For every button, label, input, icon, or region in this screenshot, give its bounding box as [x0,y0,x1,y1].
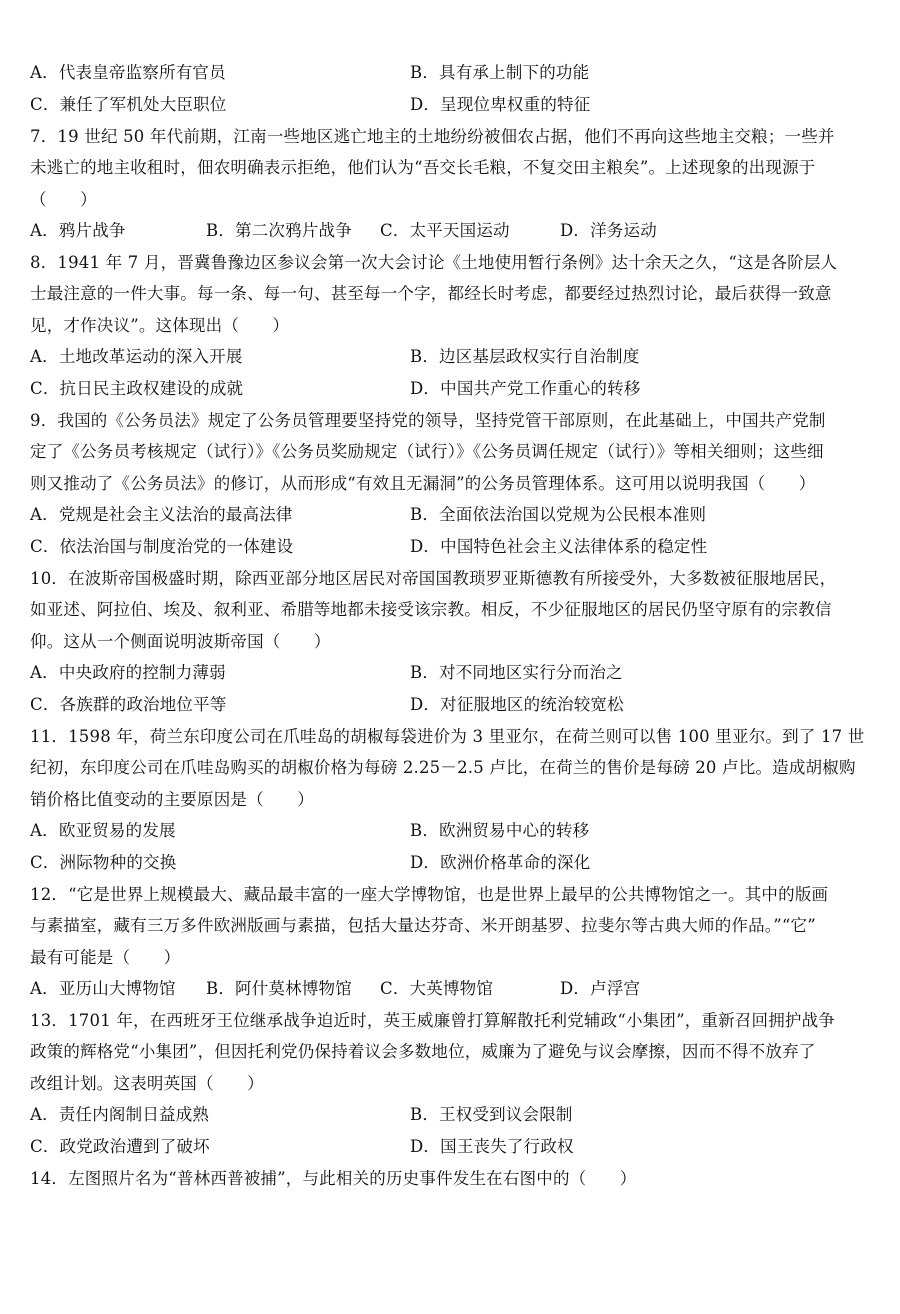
q13-stem-line-1: 13．1701 年，在西班牙王位继承战争迫近时，英王威廉曾打算解散托利党辅政“小集团”，重新召回拥护战争 [30,1011,836,1030]
q9-options-row-2 [30,536,875,558]
q13-stem-line-2: 政策的辉格党“小集团”，但因托利党仍保持着议会多数地位，威廉为了避免与议会摩擦，因而不得不放弃了 [30,1042,816,1061]
q8-option-b: B．边区基层政权实行自治制度 [410,347,640,366]
q11-stem-line-3: 销价格比值变动的主要原因是（ ） [30,790,314,809]
q10-stem-line-3: 仰。这从一个侧面说明波斯帝国（ ） [30,632,331,651]
q10-option-b: B．对不同地区实行分而治之 [410,663,623,682]
q10-options-row-1 [30,662,875,684]
q11-options-row-1 [30,820,875,842]
q13-options-row-2 [30,1136,875,1158]
q8-options-row-1 [30,346,875,368]
q11-stem-line-2: 纪初，东印度公司在爪哇岛购买的胡椒价格为每磅 2.25－2.5 卢比，在荷兰的售价是每磅 20 卢比。造成胡椒购 [30,758,856,777]
q9-options-row-1 [30,504,875,526]
q7-stem-line-3: （ ） [30,190,97,209]
q7-option-d: D．洋务运动 [560,221,657,240]
q6-options-row-1 [30,62,875,84]
q13-option-d: D．国王丧失了行政权 [410,1137,574,1156]
q13-option-a: A．责任内阁制日益成熟 [30,1105,210,1124]
q6-options-row-2 [30,94,875,116]
q6-option-a: A．代表皇帝监察所有官员 [30,63,226,82]
q8-stem-line-1: 8．1941 年 7 月，晋冀鲁豫边区参议会第一次大会讨论《土地使用暂行条例》达十余天之久，“这是各阶层人 [30,253,838,272]
q10-stem-line-2: 如亚述、阿拉伯、埃及、叙利亚、希腊等地都未接受该宗教。相反，不少征服地区的居民仍坚守原有的宗教信 [30,600,832,619]
q8-options-row-2 [30,378,875,400]
q8-stem-line-3: 见，才作决议”。这体现出（ ） [30,316,290,335]
q9-stem-line-3: 则又推动了《公务员法》的修订，从而形成“有效且无漏洞”的公务员管理体系。这可用以说明我国（ ） [30,474,816,493]
q12-stem-line-1: 12．“它是世界上规模最大、藏品最丰富的一座大学博物馆，也是世界上最早的公共博物馆之一。其中的版画 [30,885,829,904]
q7-option-b: B．第二次鸦片战争 [206,221,352,240]
q10-options-row-2 [30,694,875,716]
q12-option-b: B．阿什莫林博物馆 [206,979,352,998]
q11-stem-line-1: 11．1598 年，荷兰东印度公司在爪哇岛的胡椒每袋进价为 3 里亚尔，在荷兰则可以售 100 里亚尔。到了 17 世 [30,727,865,746]
q10-option-a: A．中央政府的控制力薄弱 [30,663,226,682]
q11-option-a: A．欧亚贸易的发展 [30,821,176,840]
q11-options-row-2 [30,852,875,874]
q8-stem-line-2: 士最注意的一件大事。每一条、每一句、甚至每一个字，都经长时考虑，都要经过热烈讨论，最后获得一致意 [30,284,832,303]
q12-option-d: D．卢浮宫 [560,979,641,998]
q7-stem-line-1: 7．19 世纪 50 年代前期，江南一些地区逃亡地主的土地纷纷被佃农占据，他们不再向这些地主交粮；一些并 [30,127,835,146]
q8-option-a: A．土地改革运动的深入开展 [30,347,243,366]
q8-option-d: D．中国共产党工作重心的转移 [410,379,641,398]
q9-option-c: C．依法治国与制度治党的一体建设 [30,537,294,556]
q14-stem-line-1: 14．左图照片名为“普林西普被捕”，与此相关的历史事件发生在右图中的（ ） [30,1169,637,1188]
q13-stem-line-3: 改组计划。这表明英国（ ） [30,1074,264,1093]
q11-option-b: B．欧洲贸易中心的转移 [410,821,590,840]
q6-option-b: B．具有承上制下的功能 [410,63,590,82]
q13-option-b: B．王权受到议会限制 [410,1105,573,1124]
q13-options-row-1 [30,1104,875,1126]
q6-option-c: C．兼任了军机处大臣职位 [30,95,227,114]
q8-option-c: C．抗日民主政权建设的成就 [30,379,244,398]
q12-option-c: C．大英博物馆 [380,979,494,998]
q13-option-c: C．政党政治遭到了破坏 [30,1137,210,1156]
q9-stem-line-1: 9．我国的《公务员法》规定了公务员管理要坚持党的领导，坚持党管干部原则，在此基础上，中国共产党制 [30,411,826,430]
q10-option-c: C．各族群的政治地位平等 [30,695,227,714]
q7-option-c: C．太平天国运动 [380,221,510,240]
q9-option-d: D．中国特色社会主义法律体系的稳定性 [410,537,708,556]
q10-option-d: D．对征服地区的统治较宽松 [410,695,624,714]
q9-option-a: A．党规是社会主义法治的最高法律 [30,505,293,524]
q11-option-d: D．欧洲价格革命的深化 [410,853,591,872]
q9-stem-line-2: 定了《公务员考核规定（试行）》《公务员奖励规定（试行）》《公务员调任规定（试行）》等相关细则；这些细 [30,442,824,461]
q10-stem-line-1: 10．在波斯帝国极盛时期，除西亚部分地区居民对帝国国教琐罗亚斯德教有所接受外，大多数被征服地居民， [30,569,837,588]
q11-option-c: C．洲际物种的交换 [30,853,177,872]
q6-option-d: D．呈现位卑权重的特征 [410,95,591,114]
q12-stem-line-2: 与素描室，藏有三万多件欧洲版画与素描，包括大量达芬奇、米开朗基罗、拉斐尔等古典大师的作品。”“它” [30,916,816,935]
q9-option-b: B．全面依法治国以党规为公民根本准则 [410,505,707,524]
q7-option-a: A．鸦片战争 [30,221,126,240]
q7-stem-line-2: 未逃亡的地主收租时，佃农明确表示拒绝，他们认为“吾交长毛粮，不复交田主粮矣”。上述现象的出现源于 [30,158,816,177]
q12-stem-line-3: 最有可能是（ ） [30,948,181,967]
q12-option-a: A．亚历山大博物馆 [30,979,176,998]
